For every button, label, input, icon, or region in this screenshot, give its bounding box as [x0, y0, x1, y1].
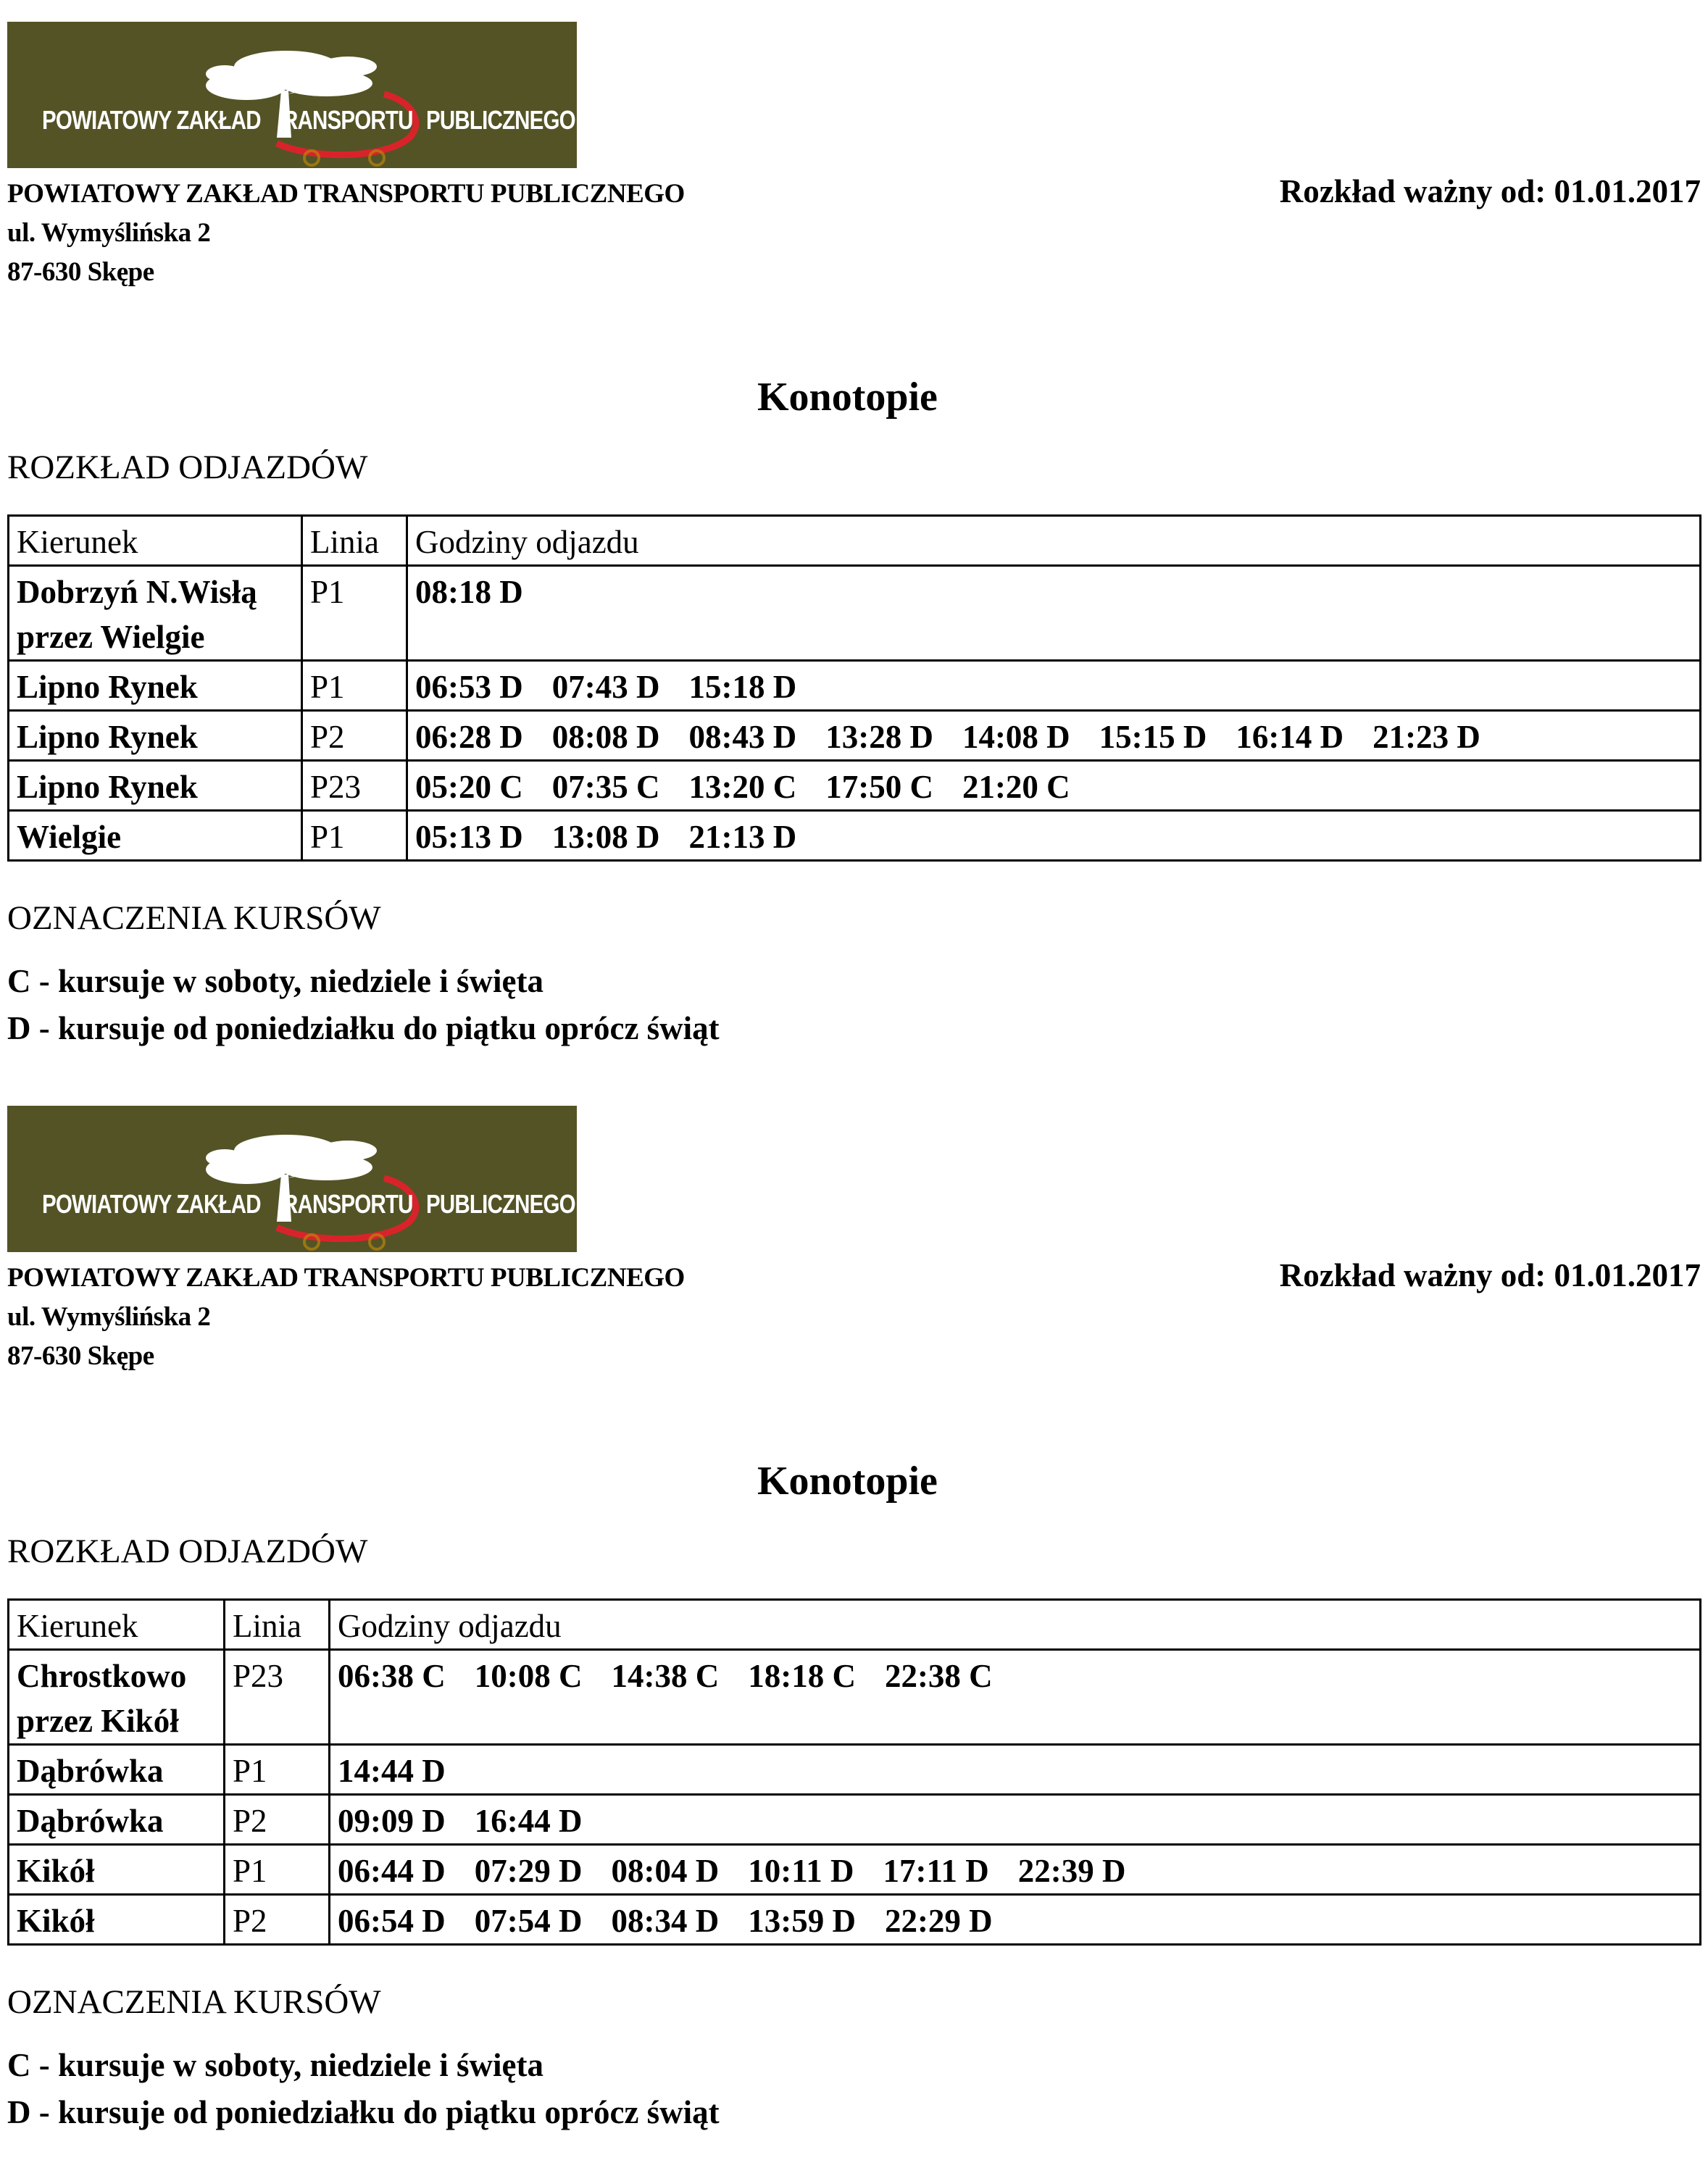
- departure-time: 17:50 C: [825, 769, 933, 805]
- times-cell: [407, 661, 1701, 711]
- table-row: [9, 1845, 1701, 1895]
- direction-via-text: przez Wielgie: [17, 619, 205, 655]
- legend-title: OZNACZENIA KURSÓW: [7, 899, 381, 937]
- departure-time: 22:39 D: [1017, 1853, 1126, 1889]
- line-cell: P23: [302, 761, 407, 811]
- departure-time: 16:44 D: [474, 1803, 583, 1839]
- logo-text-left: POWIATOWY ZAKŁAD: [42, 1189, 261, 1219]
- departure-time: 07:54 D: [474, 1903, 583, 1939]
- departure-time: 13:20 C: [688, 769, 797, 805]
- line-cell: P1: [302, 811, 407, 861]
- line-cell: P2: [225, 1895, 330, 1945]
- stop-name: Konotopie: [757, 375, 938, 420]
- table-row: [9, 661, 1701, 711]
- departure-time: 08:18 D: [415, 574, 523, 610]
- departure-time: 07:43 D: [551, 669, 660, 705]
- times-cell: [330, 1650, 1701, 1745]
- company-logo: [7, 22, 577, 168]
- legend-item-c: C - kursuje w soboty, niedziele i święta: [7, 963, 543, 999]
- departures-table: [7, 514, 1701, 862]
- company-logo: [7, 1106, 577, 1252]
- departure-time: 15:18 D: [688, 669, 797, 705]
- legend-item-d: D - kursuje od poniedziałku do piątku oprócz świąt: [7, 2094, 720, 2130]
- line-cell: P2: [225, 1795, 330, 1845]
- company-street: ul. Wymyślińska 2: [7, 218, 211, 248]
- logo-text-mid: RANSPORTU: [283, 1189, 413, 1219]
- table-row: [9, 1795, 1701, 1845]
- valid-from-date: Rozkład ważny od: 01.01.2017: [1279, 1257, 1701, 1293]
- table-row: [9, 1745, 1701, 1795]
- company-city: 87-630 Skępe: [7, 257, 154, 287]
- legend-item-c: C - kursuje w soboty, niedziele i święta: [7, 2047, 543, 2083]
- line-cell: P2: [302, 711, 407, 761]
- departure-time: 06:38 C: [338, 1658, 446, 1694]
- direction-cell: [9, 566, 302, 661]
- company-name: POWIATOWY ZAKŁAD TRANSPORTU PUBLICZNEGO: [7, 179, 685, 209]
- valid-from-date: Rozkład ważny od: 01.01.2017: [1279, 173, 1701, 209]
- departure-time: 08:43 D: [688, 719, 797, 755]
- direction-text: Dobrzyń N.Wisłą: [17, 574, 257, 610]
- departure-time: 17:11 D: [883, 1853, 989, 1889]
- departure-time: 10:11 D: [748, 1853, 854, 1889]
- times-cell: [330, 1795, 1701, 1845]
- direction-cell: Dąbrówka: [9, 1795, 225, 1845]
- departure-time: 22:29 D: [884, 1903, 993, 1939]
- company-name: POWIATOWY ZAKŁAD TRANSPORTU PUBLICZNEGO: [7, 1263, 685, 1293]
- line-cell: P1: [225, 1845, 330, 1895]
- table-header-row: [9, 516, 1701, 566]
- departure-time: 15:15 D: [1099, 719, 1207, 755]
- legend-item-d: D - kursuje od poniedziałku do piątku oprócz świąt: [7, 1010, 720, 1046]
- direction-cell: Dąbrówka: [9, 1745, 225, 1795]
- header-line: Linia: [302, 516, 407, 566]
- direction-cell: [9, 1650, 225, 1745]
- logo-text-right: PUBLICZNEGO: [426, 105, 575, 135]
- departure-time: 21:13 D: [688, 819, 797, 855]
- timetable-sheet: [0, 1084, 1708, 2168]
- departure-time: 10:08 C: [474, 1658, 583, 1694]
- departures-table: [7, 1598, 1701, 1946]
- line-cell: P1: [225, 1745, 330, 1795]
- times-cell: [407, 761, 1701, 811]
- direction-via-text: przez Kikół: [17, 1703, 179, 1739]
- departure-time: 09:09 D: [338, 1803, 446, 1839]
- departure-time: 13:59 D: [748, 1903, 856, 1939]
- departure-time: 14:44 D: [338, 1753, 446, 1789]
- logo-text-right: PUBLICZNEGO: [426, 1189, 575, 1219]
- departures-heading: ROZKŁAD ODJAZDÓW: [7, 449, 368, 486]
- departure-time: 22:38 C: [884, 1658, 993, 1694]
- header-line: Linia: [225, 1600, 330, 1650]
- direction-cell: Lipno Rynek: [9, 711, 302, 761]
- times-cell: [407, 566, 1701, 661]
- table-row: [9, 1895, 1701, 1945]
- tree-logo-icon: [7, 1106, 577, 1252]
- departure-time: 13:28 D: [825, 719, 933, 755]
- table-row: [9, 761, 1701, 811]
- times-cell: [407, 711, 1701, 761]
- direction-cell: Kikół: [9, 1845, 225, 1895]
- table-row: [9, 811, 1701, 861]
- legend-title: OZNACZENIA KURSÓW: [7, 1983, 381, 2021]
- departure-time: 06:53 D: [415, 669, 523, 705]
- departure-time: 16:14 D: [1236, 719, 1344, 755]
- departure-time: 05:20 C: [415, 769, 523, 805]
- departure-time: 06:44 D: [338, 1853, 446, 1889]
- header-times: Godziny odjazdu: [330, 1600, 1701, 1650]
- stop-name: Konotopie: [757, 1459, 938, 1504]
- direction-cell: Wielgie: [9, 811, 302, 861]
- times-cell: [330, 1895, 1701, 1945]
- logo-text-mid: RANSPORTU: [283, 105, 413, 135]
- logo-text-left: POWIATOWY ZAKŁAD: [42, 105, 261, 135]
- departure-time: 08:08 D: [551, 719, 660, 755]
- direction-cell: Kikół: [9, 1895, 225, 1945]
- times-cell: [330, 1745, 1701, 1795]
- departures-heading: ROZKŁAD ODJAZDÓW: [7, 1533, 368, 1570]
- direction-cell: Lipno Rynek: [9, 661, 302, 711]
- departure-time: 18:18 C: [748, 1658, 856, 1694]
- departure-time: 08:04 D: [611, 1853, 720, 1889]
- table-header-row: [9, 1600, 1701, 1650]
- table-row: [9, 711, 1701, 761]
- departure-time: 08:34 D: [611, 1903, 720, 1939]
- line-cell: P1: [302, 566, 407, 661]
- times-cell: [330, 1845, 1701, 1895]
- departure-time: 14:08 D: [962, 719, 1070, 755]
- header-direction: Kierunek: [9, 1600, 225, 1650]
- departure-time: 06:28 D: [415, 719, 523, 755]
- table-row: [9, 1650, 1701, 1745]
- line-cell: P1: [302, 661, 407, 711]
- departure-time: 05:13 D: [415, 819, 523, 855]
- header-direction: Kierunek: [9, 516, 302, 566]
- company-street: ul. Wymyślińska 2: [7, 1302, 211, 1332]
- times-cell: [407, 811, 1701, 861]
- departure-time: 21:23 D: [1372, 719, 1480, 755]
- header-times: Godziny odjazdu: [407, 516, 1701, 566]
- departure-time: 14:38 C: [611, 1658, 720, 1694]
- direction-cell: Lipno Rynek: [9, 761, 302, 811]
- direction-text: Chrostkowo: [17, 1658, 187, 1694]
- departure-time: 21:20 C: [962, 769, 1070, 805]
- line-cell: P23: [225, 1650, 330, 1745]
- departure-time: 13:08 D: [551, 819, 660, 855]
- tree-logo-icon: [7, 22, 577, 168]
- departure-time: 06:54 D: [338, 1903, 446, 1939]
- departure-time: 07:35 C: [551, 769, 660, 805]
- company-city: 87-630 Skępe: [7, 1341, 154, 1371]
- table-row: [9, 566, 1701, 661]
- departure-time: 07:29 D: [474, 1853, 583, 1889]
